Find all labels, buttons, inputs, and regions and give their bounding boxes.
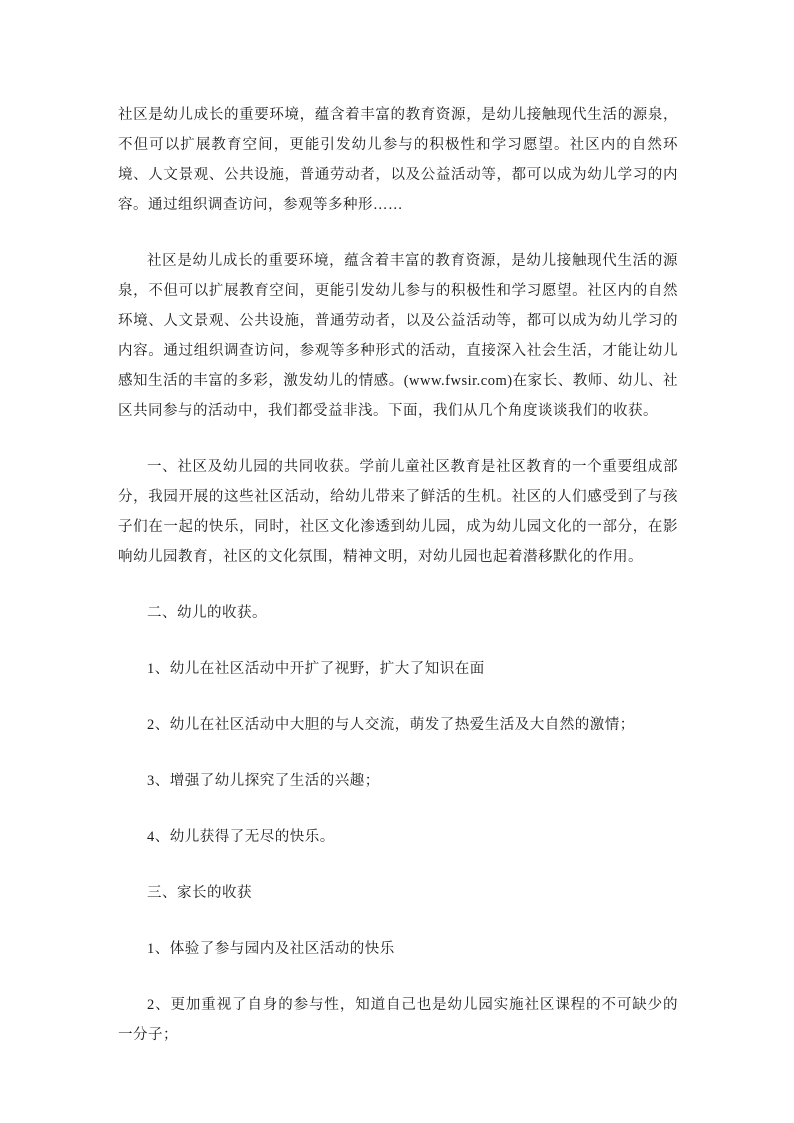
paragraph-item-1: 1、幼儿在社区活动中开扩了视野，扩大了知识在面 <box>147 661 485 677</box>
paragraph-item-3: 3、增强了幼儿探究了生活的兴趣； <box>147 773 380 789</box>
paragraph-parent-item-2: 2、更加重视了自身的参与性，知道自己也是幼儿园实施社区课程的不可缺少的一分子； <box>118 997 678 1043</box>
paragraph-parent-item-1: 1、体验了参与园内及社区活动的快乐 <box>147 941 395 957</box>
paragraph-item-4: 4、幼儿获得了无尽的快乐。 <box>147 829 335 845</box>
paragraph-section-2-heading: 二、幼儿的收获。 <box>147 605 267 621</box>
paragraph-body: 社区是幼儿成长的重要环境，蕴含着丰富的教育资源，是幼儿接触现代生活的源泉，不但可以扩展教育空间，更能引发幼儿参与的积极性和学习愿望。社区内的自然环境、人文景观、公共设施，普通劳动者，以及公益活动等，都可以成为幼儿学习的内容。通过组织调查访问，参观等多种形式的活动，直接深入社会生活，才能让幼儿感知生活的丰富的多彩，激发幼儿的情感。(www.fwsir.com)在家长、教师、幼儿、社区共同参与的活动中，我们都受益非浅。下面，我们从几个角度谈谈我们的收获。 <box>118 253 678 419</box>
paragraph-section-1: 一、社区及幼儿园的共同收获。学前儿童社区教育是社区教育的一个重要组成部分，我园开展的这些社区活动，给幼儿带来了鲜活的生机。社区的人们感受到了与孩子们在一起的快乐，同时，社区文化渗透到幼儿园，成为幼儿园文化的一部分，在影响幼儿园教育，社区的文化氛围，精神文明，对幼儿园也起着潜移默化的作用。 <box>118 459 678 565</box>
paragraph-section-3-heading: 三、家长的收获 <box>147 885 252 901</box>
paragraph-intro: 社区是幼儿成长的重要环境，蕴含着丰富的教育资源，是幼儿接触现代生活的源泉，不但可以扩展教育空间，更能引发幼儿参与的积极性和学习愿望。社区内的自然环境、人文景观、公共设施，普通劳动者，以及公益活动等，都可以成为幼儿学习的内容。通过组织调查访问，参观等多种形…… <box>118 107 678 213</box>
paragraph-item-2: 2、幼儿在社区活动中大胆的与人交流，萌发了热爱生活及大自然的激情； <box>147 717 635 733</box>
